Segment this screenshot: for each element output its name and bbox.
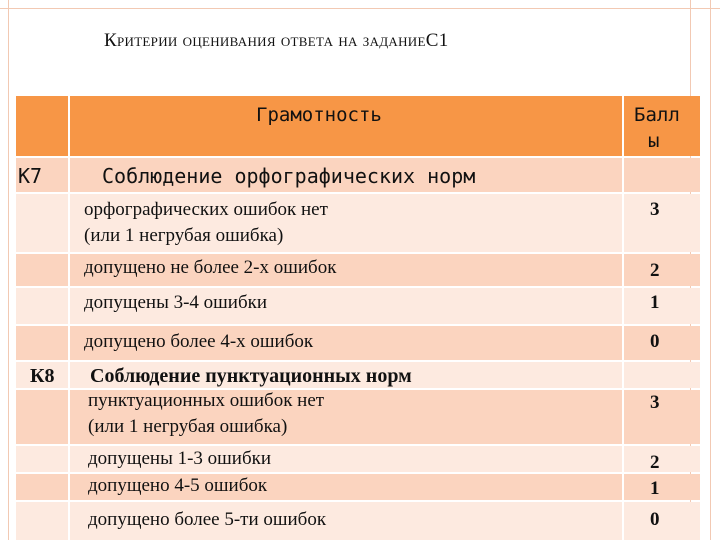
row-description: пунктуационных ошибок нет [88,390,325,411]
table-row-k7-name [16,158,700,192]
row-description: допущены 1-3 ошибки [88,448,272,469]
criterion-name-k7: Соблюдение орфографических норм [102,164,476,188]
frame-line-left [8,0,9,540]
criteria-table [16,96,700,540]
row-score: 3 [650,199,660,220]
header-score-label-line1: Балл [634,104,680,126]
criterion-name-k8: Соблюдение пунктуационных норм [90,365,412,387]
row-score: 2 [650,260,660,281]
frame-line-right-outer [710,0,711,540]
row-description-note: (или 1 негрубая ошибка) [88,416,288,437]
header-code-cell [16,96,68,156]
table-row [16,288,700,324]
table-row-k8-name [16,362,700,388]
table-row [16,502,700,540]
row-score: 1 [650,292,660,313]
table-row [16,446,700,472]
header-score-cell [624,96,700,156]
row-description: допущено не более 2-х ошибок [84,257,337,278]
table-row [16,194,700,252]
row-description: допущено 4-5 ошибок [88,475,268,496]
row-description: допущено более 4-х ошибок [84,331,314,352]
table-row [16,326,700,360]
row-description-note: (или 1 негрубая ошибка) [84,225,284,246]
table-row [16,254,700,286]
page-title: Критерии оценивания ответа на заданиеС1 [104,30,449,51]
criterion-code-k8: К8 [30,365,55,387]
table-row [16,474,700,500]
row-score: 2 [650,452,660,473]
header-criterion-label: Грамотность [256,104,382,126]
row-score: 0 [650,331,660,352]
row-description: орфографических ошибок нет [84,199,328,220]
header-score-label-line2: ы [648,130,660,152]
row-score: 3 [650,392,660,413]
header-criterion-cell [70,96,622,156]
frame-line-top [0,8,720,9]
table-row [16,390,700,444]
row-score: 1 [650,478,660,499]
row-score: 0 [650,509,660,530]
row-description: допущены 3-4 ошибки [84,292,268,313]
criterion-code-k7: К7 [18,164,43,188]
row-description: допущено более 5-ти ошибок [88,509,327,530]
